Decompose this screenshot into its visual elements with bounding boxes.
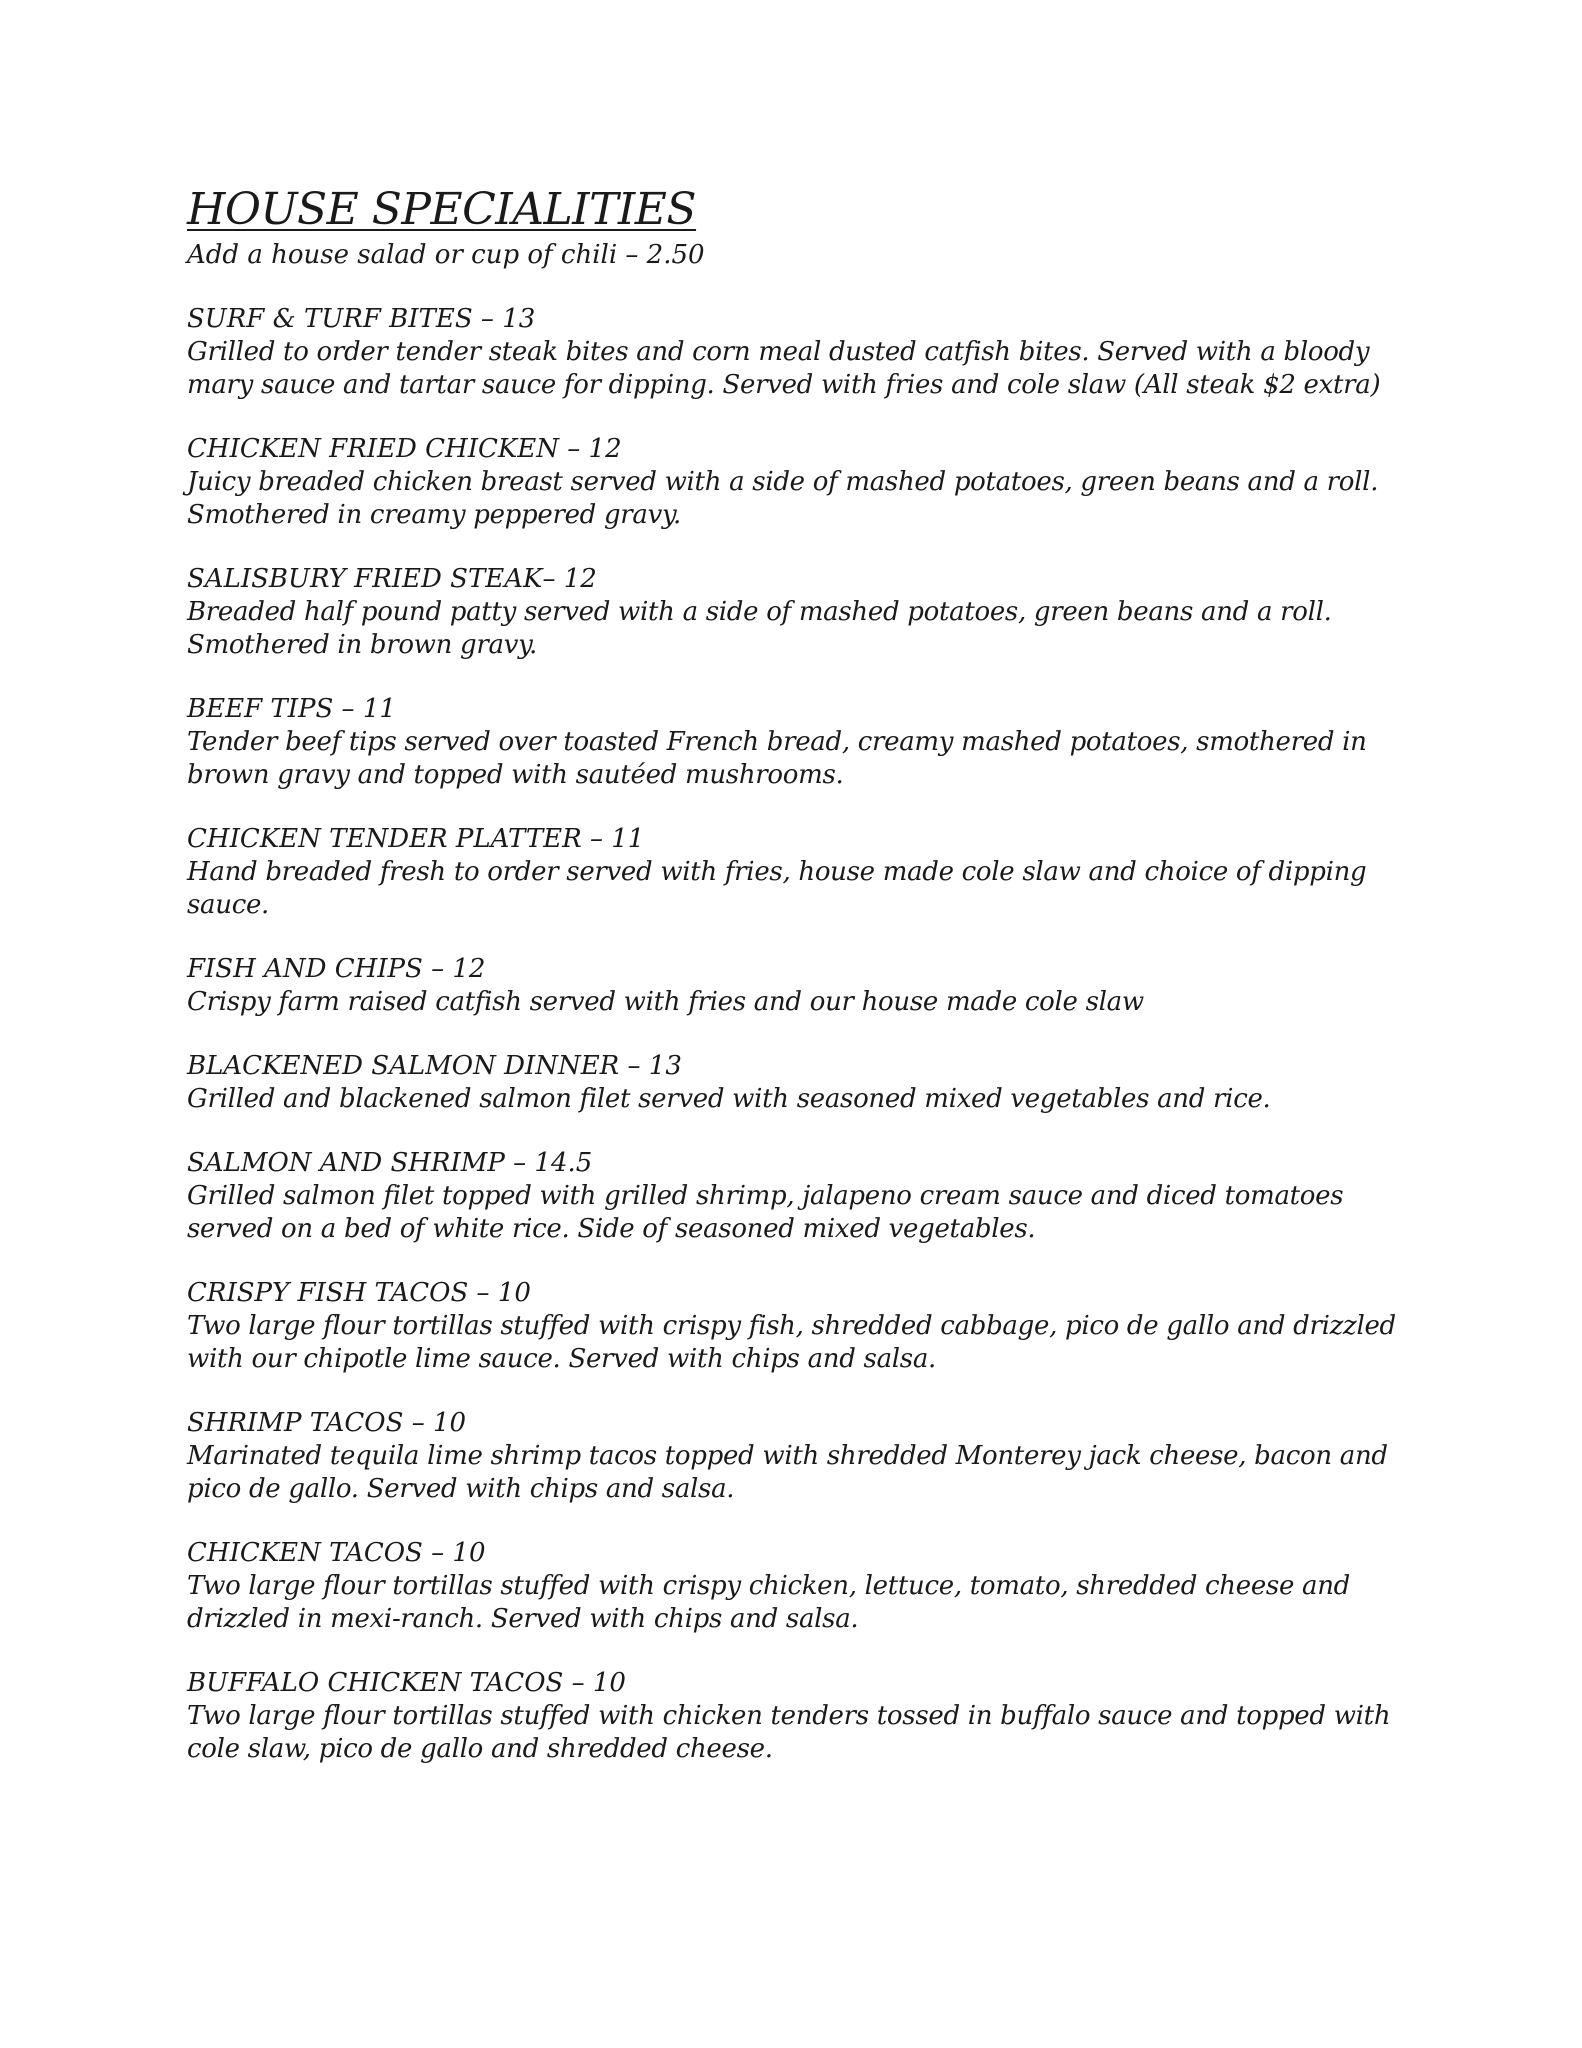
menu-item-name: BUFFALO CHICKEN TACOS [187,1668,564,1698]
menu-item-price: 10 [452,1538,486,1568]
menu-item-price: 12 [588,434,622,464]
menu-item-blackened-salmon-dinner [187,1049,1427,1116]
menu-item-heading [187,1666,1427,1700]
menu-item-separator: – [563,1668,593,1698]
menu-item-heading [187,1146,1427,1180]
menu-item-heading [187,302,1427,336]
menu-item-heading [187,1536,1427,1570]
menu-item-separator: – [422,1538,453,1568]
menu-item-price: 13 [648,1051,682,1081]
menu-item-description: Hand breaded fresh to order served with fries, house made cole slaw and choice of dipping sauce. [187,857,1367,920]
menu-item-name: BLACKENED SALMON DINNER [187,1051,620,1081]
menu-item-description: Marinated tequila lime shrimp tacos topped with shredded Monterey jack cheese, bacon and pico de gallo. Served with chips and salsa. [187,1441,1388,1504]
menu-page [187,186,1427,1796]
menu-item-description: Grilled to order tender steak bites and corn meal dusted catfish bites. Served with a bloody mary sauce and tartar sauce for dipping. Served with fries and cole slaw (All steak $2 extra) [187,337,1381,400]
menu-item-price: 10 [592,1668,626,1698]
menu-item-separator: – [504,1148,535,1178]
menu-item-price: 11 [362,694,396,724]
menu-item-price: 14.5 [534,1148,593,1178]
menu-item-description: Two large flour tortillas stuffed with crispy chicken, lettuce, tomato, shredded cheese and drizzled in mexi-ranch. Served with chips and salsa. [187,1571,1351,1634]
menu-item-separator: – [619,1051,649,1081]
menu-item-separator: – [422,954,453,984]
menu-item-separator: – [542,564,564,594]
menu-item-salisbury-fried-steak [187,562,1427,662]
menu-item-name: CHICKEN FRIED CHICKEN [187,434,560,464]
menu-item-description: Two large flour tortillas stuffed with crispy fish, shredded cabbage, pico de gallo and drizzled with our chipotle lime sauce. Served with chips and salsa. [187,1311,1396,1374]
menu-item-salmon-and-shrimp [187,1146,1427,1246]
menu-item-name: CRISPY FISH TACOS [187,1278,469,1308]
menu-item-name: SALMON AND SHRIMP [187,1148,505,1178]
menu-item-heading [187,1406,1427,1440]
add-on-note: Add a house salad or cup of chili – 2.50 [187,240,705,270]
menu-items-list [187,302,1427,1766]
menu-item-heading [187,432,1427,466]
menu-item-chicken-tacos [187,1536,1427,1636]
menu-item-separator: – [581,824,612,854]
menu-item-shrimp-tacos [187,1406,1427,1506]
menu-item-price: 11 [611,824,645,854]
menu-item-name: SALISBURY FRIED STEAK [187,564,543,594]
menu-item-description: Juicy breaded chicken breast served with a side of mashed potatoes, green beans and a roll. Smothered in creamy peppered gravy. [187,467,1379,530]
menu-item-heading [187,822,1427,856]
menu-item-heading [187,1276,1427,1310]
menu-item-heading [187,952,1427,986]
menu-item-description: Two large flour tortillas stuffed with chicken tenders tossed in buffalo sauce and topped with cole slaw, pico de gallo and shredded cheese. [187,1701,1391,1764]
menu-item-separator: – [403,1408,433,1438]
menu-item-name: FISH AND CHIPS [187,954,423,984]
menu-item-price: 13 [502,304,536,334]
menu-item-description: Tender beef tips served over toasted French bread, creamy mashed potatoes, smothered in brown gravy and topped with sautéed mushrooms. [187,727,1367,790]
menu-item-heading [187,1049,1427,1083]
menu-item-chicken-fried-chicken [187,432,1427,532]
page-title: HOUSE SPECIALITIES [187,184,697,235]
menu-item-name: BEEF TIPS [187,694,334,724]
menu-item-chicken-tender-platter [187,822,1427,922]
menu-item-price: 10 [432,1408,467,1438]
menu-item-crispy-fish-tacos [187,1276,1427,1376]
menu-item-heading [187,562,1427,596]
menu-item-price: 10 [497,1278,531,1308]
menu-item-beef-tips [187,692,1427,792]
menu-item-name: CHICKEN TENDER PLATTER [187,824,582,854]
menu-item-name: SHRIMP TACOS [187,1408,404,1438]
menu-item-description: Breaded half pound patty served with a side of mashed potatoes, green beans and a roll. Smothered in brown gravy. [187,597,1332,660]
menu-item-description: Crispy farm raised catfish served with fries and our house made cole slaw [187,987,1144,1017]
menu-item-price: 12 [563,564,597,594]
menu-item-fish-and-chips [187,952,1427,1019]
menu-item-separator: – [559,434,589,464]
menu-item-separator: – [333,694,363,724]
menu-item-separator: – [468,1278,498,1308]
menu-item-description: Grilled salmon filet topped with grilled shrimp, jalapeno cream sauce and diced tomatoes served on a bed of white rice. Side of seasoned mixed vegetables. [187,1181,1344,1244]
menu-item-description: Grilled and blackened salmon filet served with seasoned mixed vegetables and rice. [187,1084,1271,1114]
menu-item-heading [187,692,1427,726]
menu-item-separator: – [472,304,503,334]
menu-item-buffalo-chicken-tacos [187,1666,1427,1766]
menu-item-name: SURF & TURF BITES [187,304,473,334]
menu-item-price: 12 [452,954,486,984]
menu-item-surf-turf-bites [187,302,1427,402]
menu-item-name: CHICKEN TACOS [187,1538,423,1568]
